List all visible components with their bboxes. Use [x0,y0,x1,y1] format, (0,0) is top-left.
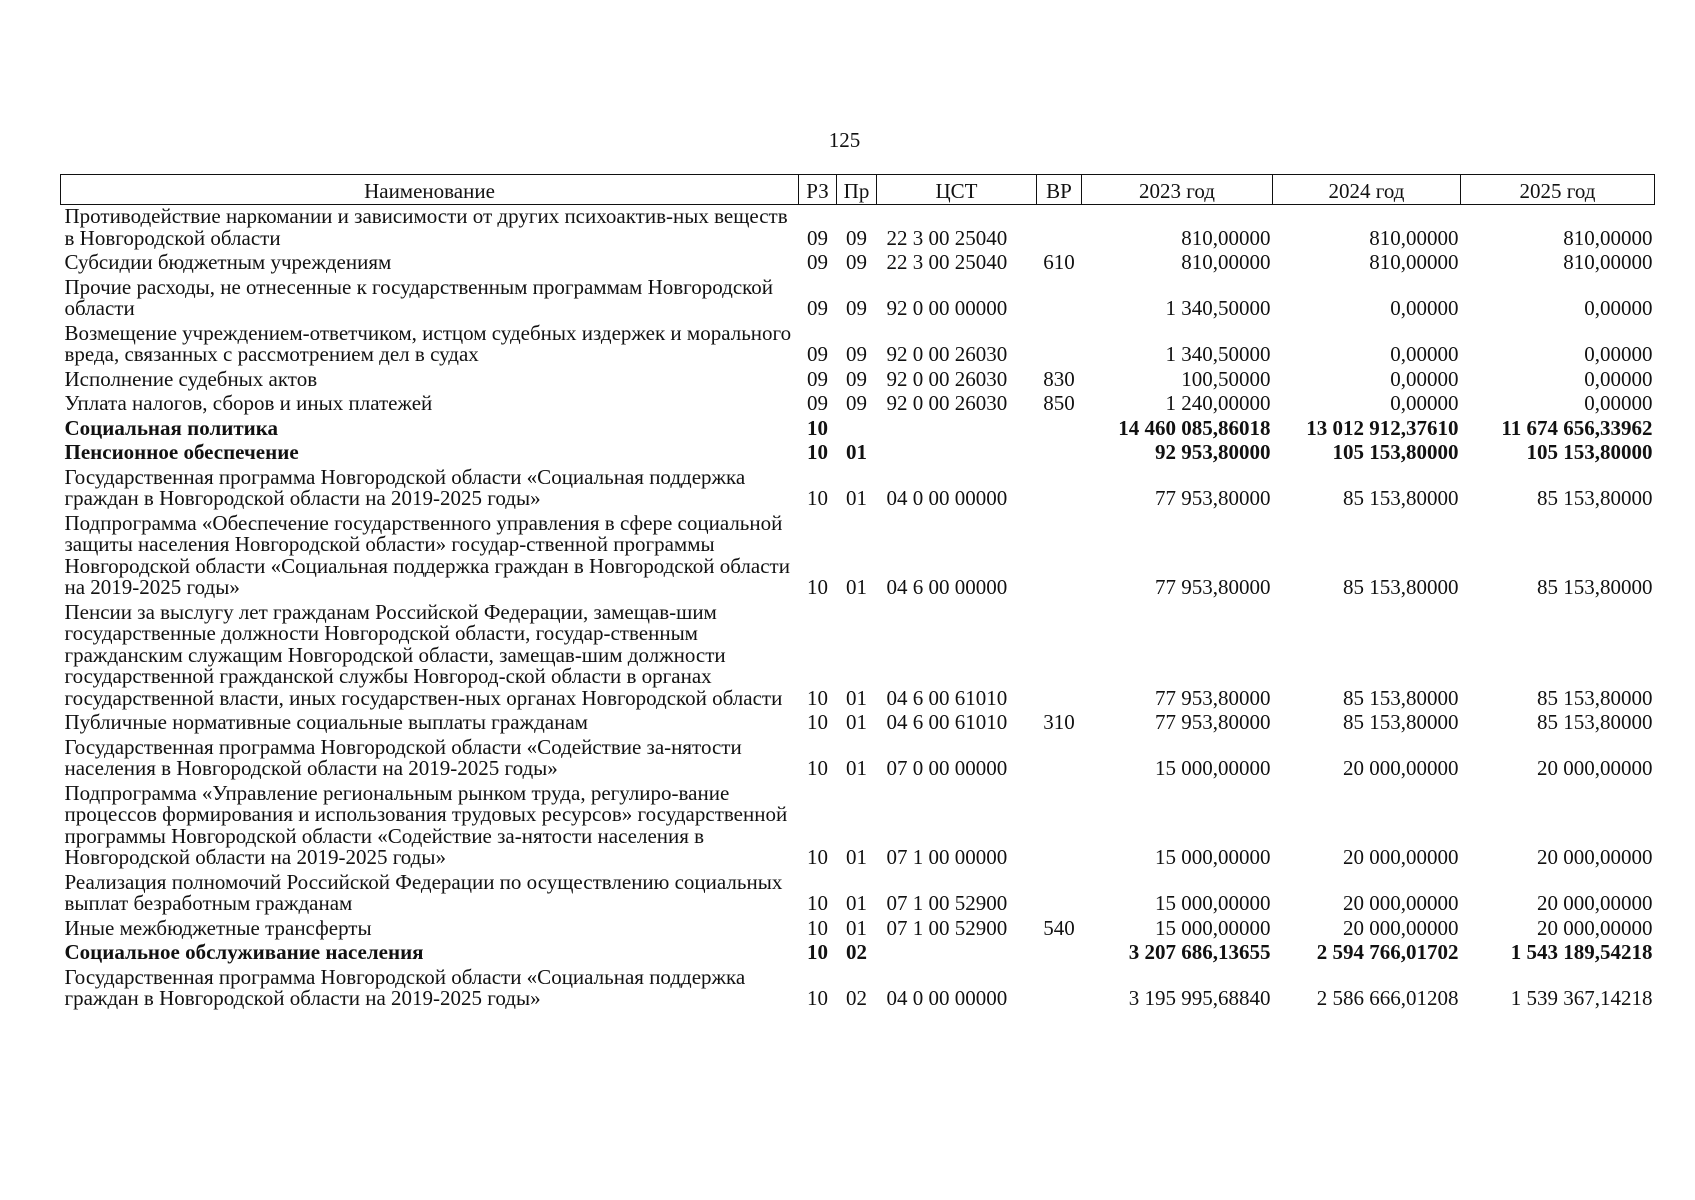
cell-vr [1037,441,1082,466]
cell-cst [877,417,1037,442]
table-row [61,871,1655,917]
cell-2025: 20 000,00000 [1537,756,1653,780]
column-header-name: Наименование [61,175,799,205]
cell-vr: 610 [1043,250,1075,274]
cell-vr: 830 [1043,366,1075,391]
cell-2024: 2 594 766,01702 [1316,940,1459,964]
cell-rz: 09 [807,342,828,366]
cell-vr: 310 [1043,710,1075,734]
cell-2025: 0,00000 [1584,366,1653,391]
cell-cst: 04 6 00 00000 [886,575,1008,599]
cell-name: Социальное обслуживание населения [64,940,424,964]
table-row [61,966,1655,1012]
cell-2025: 105 153,80000 [1526,440,1653,464]
cell-2024: 810,00000 [1369,225,1459,250]
cell-vr [1037,322,1082,368]
table-row [61,392,1655,417]
cell-pr: 01 [846,486,867,510]
column-header-cst: ЦСТ [877,175,1037,205]
cell-name: Социальная политика [64,415,279,440]
cell-2023: 15 000,00000 [1155,756,1271,780]
cell-2023: 1 340,50000 [1165,342,1271,366]
table-row [61,417,1655,442]
cell-rz: 10 [807,440,828,464]
table-row [61,441,1655,466]
cell-2023: 810,00000 [1181,225,1271,250]
cell-2025: 810,00000 [1563,225,1653,250]
cell-2025: 85 153,80000 [1537,685,1653,710]
cell-2023: 3 207 686,13655 [1128,940,1271,964]
cell-2024: 105 153,80000 [1332,440,1459,464]
cell-2024: 0,00000 [1390,366,1459,391]
cell-vr: 850 [1043,391,1075,415]
cell-name: Пенсии за выслугу лет гражданам Российской Федерации, замещав-шим государственные должности Новгородской области, государ-ственным гражданским служащим Новгородской области, замещав-шим должности государственной гражданской службы Новгород-ской области в органах государственной власти, иных государствен-ных органах Новгородской области [64,599,783,710]
cell-2023: 1 240,00000 [1165,391,1271,415]
cell-name: Уплата налогов, сборов и иных платежей [64,391,433,415]
table-row [61,368,1655,393]
cell-2023: 1 340,50000 [1165,296,1271,320]
cell-2024: 13 012 912,37610 [1306,415,1459,440]
cell-pr: 01 [846,575,867,599]
cell-2025: 20 000,00000 [1537,915,1653,940]
table-row [61,711,1655,736]
cell-vr [1037,601,1082,712]
cell-name: Реализация полномочий Российской Федерации по осуществлению социальных выплат безработным гражданам [64,869,783,915]
cell-rz: 10 [807,940,828,964]
cell-vr [1037,276,1082,322]
cell-2023: 14 460 085,86018 [1118,415,1271,440]
cell-vr [1037,417,1082,442]
cell-2025: 11 674 656,33962 [1501,415,1653,440]
cell-vr [1037,466,1082,512]
cell-pr: 01 [846,685,867,710]
table-row [61,205,1655,252]
cell-name: Государственная программа Новгородской области «Социальная поддержка граждан в Новгородской области на 2019-2025 годы» [64,464,746,510]
cell-name: Подпрограмма «Управление региональным рынком труда, регулиро-вание процессов формирования и использования трудовых ресурсов» государственной программы Новгородской области «Содействие за-нятости населения в Новгородской области на 2019-2025 годы» [64,780,788,869]
budget-table [60,174,1655,1012]
cell-2024: 20 000,00000 [1343,915,1459,940]
cell-2023: 15 000,00000 [1155,891,1271,915]
cell-2023: 77 953,80000 [1155,486,1271,510]
cell-2025: 20 000,00000 [1537,845,1653,869]
column-header-pr: Пр [837,175,877,205]
cell-pr: 02 [846,940,867,964]
cell-2024: 2 586 666,01208 [1316,986,1459,1010]
cell-2023: 810,00000 [1181,250,1271,274]
cell-2024: 0,00000 [1390,296,1459,320]
cell-cst: 92 0 00 26030 [886,366,1008,391]
cell-2024: 0,00000 [1390,391,1459,415]
cell-2025: 1 539 367,14218 [1510,986,1653,1010]
cell-cst: 07 1 00 00000 [886,845,1008,869]
cell-rz: 09 [807,391,828,415]
table-row [61,782,1655,871]
cell-2024: 20 000,00000 [1343,756,1459,780]
cell-pr: 09 [846,366,867,391]
cell-2025: 85 153,80000 [1537,575,1653,599]
cell-pr: 09 [846,342,867,366]
cell-2025: 810,00000 [1563,250,1653,274]
table-row [61,466,1655,512]
cell-pr: 09 [846,296,867,320]
cell-cst: 92 0 00 00000 [886,296,1008,320]
cell-pr [837,417,877,442]
cell-cst: 92 0 00 26030 [886,342,1008,366]
cell-name: Субсидии бюджетным учреждениям [64,250,392,274]
cell-name: Государственная программа Новгородской области «Содействие за-нятости населения в Новгородской области на 2019-2025 годы» [64,734,742,780]
cell-pr: 09 [846,225,867,250]
cell-vr [1037,871,1082,917]
table-row [61,276,1655,322]
cell-cst [877,441,1037,466]
cell-vr [1037,205,1082,252]
cell-2023: 77 953,80000 [1155,685,1271,710]
cell-cst: 04 6 00 61010 [886,685,1008,710]
cell-vr [1037,941,1082,966]
table-row [61,512,1655,601]
cell-vr [1037,782,1082,871]
cell-pr: 01 [846,710,867,734]
column-header-2024: 2024 год [1273,175,1461,205]
cell-pr: 01 [846,915,867,940]
cell-cst: 07 0 00 00000 [886,756,1008,780]
cell-cst: 04 0 00 00000 [886,986,1008,1010]
cell-pr: 01 [846,891,867,915]
table-row [61,736,1655,782]
cell-2024: 85 153,80000 [1343,575,1459,599]
cell-name: Возмещение учреждением-ответчиком, истцом судебных издержек и морального вреда, связанных с рассмотрением дел в судах [64,320,792,366]
cell-rz: 09 [807,366,828,391]
cell-rz: 09 [807,296,828,320]
cell-pr: 01 [846,756,867,780]
cell-rz: 10 [807,986,828,1010]
table-header-row [61,175,1655,205]
cell-cst: 07 1 00 52900 [886,915,1008,940]
cell-pr: 01 [846,440,867,464]
table-row [61,322,1655,368]
column-header-2025: 2025 год [1461,175,1655,205]
cell-2024: 85 153,80000 [1343,685,1459,710]
column-header-2023: 2023 год [1082,175,1273,205]
cell-pr: 09 [846,391,867,415]
cell-name: Прочие расходы, не отнесенные к государственным программам Новгородской области [64,274,774,320]
cell-2025: 0,00000 [1584,391,1653,415]
cell-rz: 10 [807,685,828,710]
column-header-rz: РЗ [799,175,837,205]
cell-cst: 04 6 00 61010 [886,710,1008,734]
cell-2023: 92 953,80000 [1155,440,1271,464]
cell-cst: 04 0 00 00000 [886,486,1008,510]
column-header-vr: ВР [1037,175,1082,205]
cell-2025: 0,00000 [1584,296,1653,320]
cell-2023: 77 953,80000 [1155,575,1271,599]
cell-rz: 10 [807,891,828,915]
cell-2024: 0,00000 [1390,342,1459,366]
cell-cst: 22 3 00 25040 [886,225,1008,250]
cell-rz: 10 [807,915,828,940]
cell-name: Противодействие наркомании и зависимости от других психоактив-ных веществ в Новгородской области [64,204,788,250]
cell-2023: 15 000,00000 [1155,915,1271,940]
cell-rz: 10 [807,845,828,869]
cell-rz: 10 [807,710,828,734]
cell-2024: 20 000,00000 [1343,845,1459,869]
cell-2023: 15 000,00000 [1155,845,1271,869]
table-row [61,601,1655,712]
cell-cst: 92 0 00 26030 [886,391,1008,415]
cell-2023: 77 953,80000 [1155,710,1271,734]
cell-vr [1037,512,1082,601]
cell-2024: 810,00000 [1369,250,1459,274]
cell-name: Исполнение судебных актов [64,366,318,391]
table-body [61,205,1655,1012]
page-number: 125 [828,128,861,152]
cell-rz: 10 [807,756,828,780]
cell-2025: 20 000,00000 [1537,891,1653,915]
table-row [61,941,1655,966]
cell-2023: 3 195 995,68840 [1128,986,1271,1010]
cell-pr: 09 [846,250,867,274]
cell-2023: 100,50000 [1181,366,1271,391]
cell-vr [1037,966,1082,1012]
cell-2025: 85 153,80000 [1537,710,1653,734]
cell-pr: 02 [846,986,867,1010]
cell-cst [877,941,1037,966]
cell-2024: 85 153,80000 [1343,486,1459,510]
cell-cst: 22 3 00 25040 [886,250,1008,274]
cell-rz: 10 [807,415,828,440]
cell-2025: 0,00000 [1584,342,1653,366]
cell-name: Пенсионное обеспечение [64,440,299,464]
cell-2024: 20 000,00000 [1343,891,1459,915]
cell-pr: 01 [846,845,867,869]
cell-name: Государственная программа Новгородской области «Социальная поддержка граждан в Новгородской области на 2019-2025 годы» [64,964,746,1010]
cell-vr: 540 [1043,915,1075,940]
cell-rz: 09 [807,225,828,250]
cell-vr [1037,736,1082,782]
cell-name: Публичные нормативные социальные выплаты гражданам [64,710,588,734]
cell-rz: 10 [807,486,828,510]
cell-2025: 85 153,80000 [1537,486,1653,510]
table-row [61,917,1655,942]
cell-cst: 07 1 00 52900 [886,891,1008,915]
cell-2024: 85 153,80000 [1343,710,1459,734]
table-row [61,251,1655,276]
cell-2025: 1 543 189,54218 [1510,940,1653,964]
cell-name: Иные межбюджетные трансферты [64,915,372,940]
cell-rz: 09 [807,250,828,274]
cell-name: Подпрограмма «Обеспечение государственного управления в сфере социальной защиты населения Новгородской области» государ-ственной программы Новгородской области «Социальная поддержка граждан в Новгородской области на 2019-2025 годы» [64,510,790,599]
cell-rz: 10 [807,575,828,599]
